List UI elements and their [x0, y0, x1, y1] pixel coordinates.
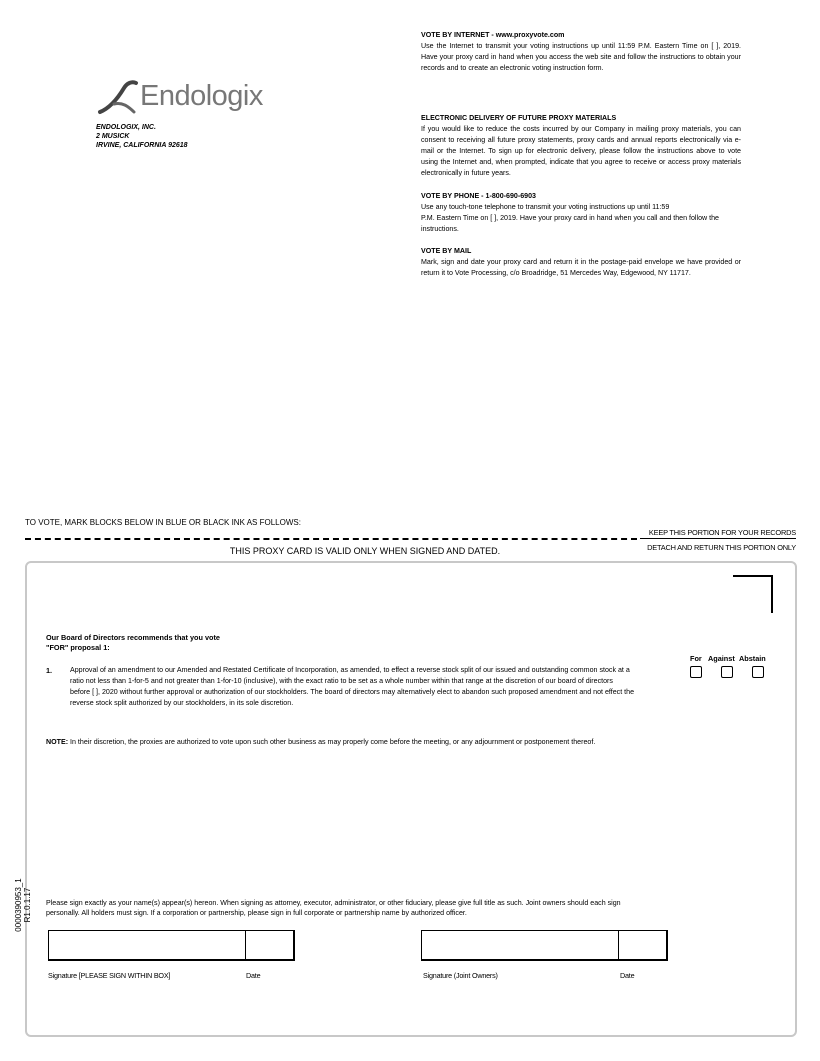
company-name: ENDOLOGIX, INC.: [96, 124, 156, 131]
internet-body: Use the Internet to transmit your voting instructions up until 11:59 P.M. Eastern Time on [ ], 2019. Have your proxy card in hand when you access the web site and follow the instructions to obtain your records and to create an electronic voting instruction form.: [421, 42, 741, 72]
signature-label: Signature [PLEASE SIGN WITHIN BOX]: [48, 971, 171, 980]
signature-box[interactable]: [48, 930, 246, 961]
note-label: NOTE:: [46, 738, 69, 746]
date-box[interactable]: [245, 930, 295, 961]
note: [46, 738, 606, 748]
joint-date-box[interactable]: [618, 930, 668, 961]
phone-heading: VOTE BY PHONE - 1-800-690-6903: [421, 192, 536, 200]
electronic-body: If you would like to reduce the costs incurred by our Company in mailing proxy materials, you can consent to receiving all future proxy statements, proxy cards and annual reports electronically via e-mail or the Internet. To sign up for electronic delivery, please follow the instructions above to vote using the Internet and, when prompted, indicate that you agree to receive or access proxy materials electronically in future years.: [421, 125, 741, 177]
proposal-number: 1.: [46, 666, 53, 675]
for-column-label: For: [690, 654, 702, 663]
detach-solid-line: [640, 538, 796, 539]
date-label: Date: [246, 971, 261, 980]
against-column-label: Against: [708, 654, 735, 663]
board-line-1: Our Board of Directors recommends that you vote: [46, 633, 220, 642]
note-text: In their discretion, the proxies are authorized to vote upon such other business as may properly come before the meeting, or any adjournment or postponement thereof.: [68, 738, 596, 746]
company-logo-text: Endologix: [140, 80, 263, 112]
registration-corner-mark: [733, 575, 773, 613]
electronic-delivery: [421, 113, 741, 179]
phone-line1: Use any touch-tone telephone to transmit your voting instructions up until 11:59: [421, 203, 670, 211]
company-street: 2 MUSICK: [96, 133, 130, 140]
proposal-1-for-checkbox[interactable]: [690, 666, 702, 678]
internet-heading: VOTE BY INTERNET - www.proxyvote.com: [421, 31, 565, 39]
keep-portion-label: KEEP THIS PORTION FOR YOUR RECORDS: [648, 528, 796, 537]
board-line-2: "FOR" proposal 1:: [46, 643, 110, 652]
vote-by-internet: [421, 30, 741, 74]
electronic-heading: ELECTRONIC DELIVERY OF FUTURE PROXY MATERIALS: [421, 114, 617, 122]
document-id: 0000390953_1 R1.0.1.17: [14, 878, 32, 932]
valid-notice: THIS PROXY CARD IS VALID ONLY WHEN SIGNED AND DATED.: [229, 546, 501, 556]
abstain-column-label: Abstain: [739, 654, 766, 663]
company-address: [96, 123, 188, 150]
signing-instructions: Please sign exactly as your name(s) appear(s) hereon. When signing as attorney, executor, administrator, or other fiduciary, please give full title as such. Joint owners should each sign personally. All holders must sign. If a corporation or partnership, please sign in full corporate or partnership name by authorized officer.: [46, 899, 621, 917]
joint-signature-box[interactable]: [421, 930, 619, 961]
joint-signature-label: Signature (Joint Owners): [423, 971, 498, 980]
vote-by-mail: [421, 246, 741, 279]
joint-date-label: Date: [620, 971, 635, 980]
phone-line2: P.M. Eastern Time on [ ], 2019. Have your proxy card in hand when you call and then follow the instructions.: [421, 214, 719, 233]
vote-by-phone: [421, 191, 741, 235]
detach-dashed-line: [25, 538, 637, 540]
detach-portion-label: DETACH AND RETURN THIS PORTION ONLY: [647, 543, 796, 552]
board-recommendation: [46, 633, 220, 653]
ink-instruction: TO VOTE, MARK BLOCKS BELOW IN BLUE OR BLACK INK AS FOLLOWS:: [25, 518, 301, 527]
endologix-logo-mark: [96, 78, 146, 118]
proposal-1-against-checkbox[interactable]: [721, 666, 733, 678]
company-city: IRVINE, CALIFORNIA 92618: [96, 142, 188, 149]
mail-body: Mark, sign and date your proxy card and return it in the postage-paid envelope we have provided or return it to Vote Processing, c/o Broadridge, 51 Mercedes Way, Edgewood, NY 11717.: [421, 258, 741, 277]
proposal-text: Approval of an amendment to our Amended and Restated Certificate of Incorporation, as amended, to effect a reverse stock split of our issued and outstanding common stock at a ratio not less than 1-for-5 and not greater than 1-for-10 (inclusive), with the exact ratio to be set as a whole number within that range at the discretion of our board of directors before [ ], 2020 without further approval or authorization of our stockholders. The board of directors may alternatively elect to abandon such proposed amendment and not effect the reverse stock split authorized by our stockholders, in its sole discretion.: [70, 666, 635, 707]
proposal-1-abstain-checkbox[interactable]: [752, 666, 764, 678]
mail-heading: VOTE BY MAIL: [421, 247, 472, 255]
